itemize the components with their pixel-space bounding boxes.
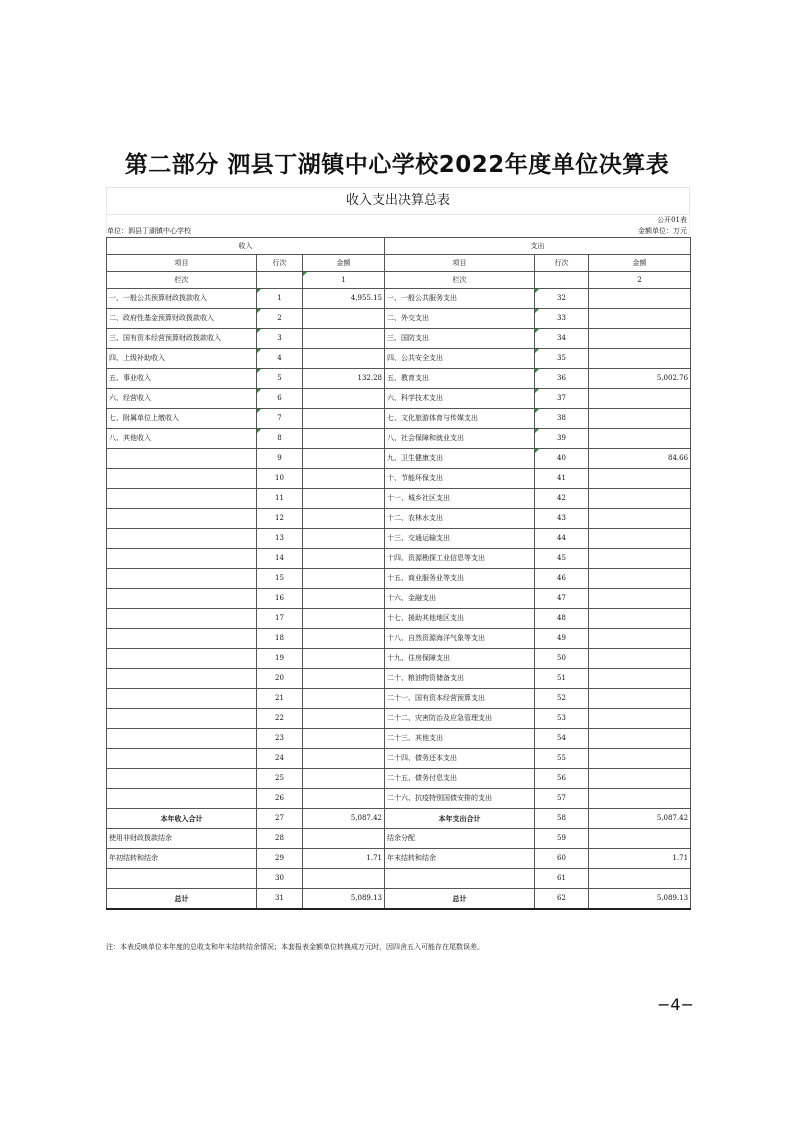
expense-item-cell: 十四、资源勘探工业信息等支出: [385, 549, 535, 569]
expense-item-cell: 十一、城乡社区支出: [385, 489, 535, 509]
expense-amount-cell: [589, 589, 691, 609]
expense-row-number-cell: 53: [535, 709, 589, 729]
income-amount-cell: [303, 449, 385, 469]
income-amount-cell: [303, 789, 385, 809]
income-amount-cell: [303, 769, 385, 789]
income-amount-cell: [303, 409, 385, 429]
expense-amount-cell: [589, 789, 691, 809]
table-row: [107, 709, 691, 729]
income-row-number-cell: 20: [257, 669, 303, 689]
income-lanci-label: 栏次: [107, 272, 257, 289]
table-row: [107, 449, 691, 469]
form-code-row: [106, 215, 690, 226]
income-row-number-cell: 26: [257, 789, 303, 809]
expense-amount-cell: 5,002.76: [589, 369, 691, 389]
expense-amount-cell: [589, 669, 691, 689]
footnote: 注：本表反映单位本年度的总收支和年末结转结余情况；本套报表金额单位转换成万元时，因四舍五入可能存在尾数误差。: [106, 943, 484, 951]
expense-row-number-cell: 58: [535, 809, 589, 829]
expense-item-cell: 二十二、灾害防治及应急管理支出: [385, 709, 535, 729]
expense-amount-cell: 5,087.42: [589, 809, 691, 829]
section-header-row: [107, 238, 691, 255]
income-amount-cell: [303, 349, 385, 369]
table-row: [107, 629, 691, 649]
expense-row-number-cell: 35: [535, 349, 589, 369]
income-row-number-cell: 1: [257, 289, 303, 309]
income-row-no-header: 行次: [257, 255, 303, 272]
expense-amount-cell: 5,089.13: [589, 889, 691, 910]
table-row: [107, 609, 691, 629]
income-item-cell: [107, 609, 257, 629]
expense-item-cell: 六、科学技术支出: [385, 389, 535, 409]
expense-amount-cell: [589, 429, 691, 449]
income-amount-cell: 5,089.13: [303, 889, 385, 910]
income-amount-cell: [303, 689, 385, 709]
expense-amount-cell: [589, 609, 691, 629]
expense-amount-cell: [589, 729, 691, 749]
page-title: 第二部分 泗县丁湖镇中心学校2022年度单位决算表: [124, 152, 670, 178]
expense-item-cell: 年末结转和结余: [385, 849, 535, 869]
expense-amount-cell: [589, 829, 691, 849]
expense-item-cell: 本年支出合计: [385, 809, 535, 829]
expense-row-number-cell: 52: [535, 689, 589, 709]
expense-item-cell: 二十六、抗疫特别国债安排的支出: [385, 789, 535, 809]
income-amount-cell: [303, 549, 385, 569]
expense-item-cell: 十二、农林水支出: [385, 509, 535, 529]
income-item-cell: 本年收入合计: [107, 809, 257, 829]
income-amount-cell: [303, 489, 385, 509]
expense-item-cell: 十、节能环保支出: [385, 469, 535, 489]
income-item-cell: [107, 529, 257, 549]
table-row: [107, 409, 691, 429]
income-amount-cell: [303, 329, 385, 349]
income-row-number-cell: 10: [257, 469, 303, 489]
income-amount-cell: [303, 309, 385, 329]
income-expense-table: [106, 237, 691, 910]
expense-item-cell: 二十、粮油物资储备支出: [385, 669, 535, 689]
amount-unit: 金额单位：万元: [638, 227, 687, 235]
summary-row: [107, 829, 691, 849]
income-row-number-cell: 24: [257, 749, 303, 769]
table-row: [107, 749, 691, 769]
expense-item-cell: 二、外交支出: [385, 309, 535, 329]
expense-row-number-cell: 44: [535, 529, 589, 549]
expense-item-cell: 总计: [385, 889, 535, 910]
income-row-number-cell: 9: [257, 449, 303, 469]
income-header: 收入: [107, 238, 385, 255]
income-amount-cell: [303, 569, 385, 589]
income-item-cell: 使用非财政拨款结余: [107, 829, 257, 849]
expense-row-number-cell: 54: [535, 729, 589, 749]
income-amount-cell: [303, 649, 385, 669]
income-row-number-cell: 23: [257, 729, 303, 749]
income-amount-cell: [303, 529, 385, 549]
page-number: −4−: [657, 995, 694, 1014]
table-row: [107, 509, 691, 529]
income-row-number-cell: 17: [257, 609, 303, 629]
expense-amount-cell: [589, 309, 691, 329]
income-item-cell: 七、附属单位上缴收入: [107, 409, 257, 429]
income-row-number-cell: 29: [257, 849, 303, 869]
expense-row-number-cell: 33: [535, 309, 589, 329]
expense-row-number-cell: 60: [535, 849, 589, 869]
expense-amount-header: 金额: [589, 255, 691, 272]
form-code: 公开01表: [657, 216, 687, 224]
income-amount-cell: [303, 589, 385, 609]
summary-row: [107, 889, 691, 910]
expense-header: 支出: [385, 238, 691, 255]
expense-row-number-cell: 55: [535, 749, 589, 769]
sheet-title: 收入支出决算总表: [106, 187, 690, 215]
table-row: [107, 349, 691, 369]
expense-row-number-cell: 48: [535, 609, 589, 629]
income-item-cell: [107, 569, 257, 589]
income-amount-cell: [303, 749, 385, 769]
expense-item-cell: 十三、交通运输支出: [385, 529, 535, 549]
expense-row-number-cell: 39: [535, 429, 589, 449]
table-row: [107, 669, 691, 689]
income-item-cell: 二、政府性基金预算财政拨款收入: [107, 309, 257, 329]
income-item-cell: [107, 469, 257, 489]
income-row-number-cell: 12: [257, 509, 303, 529]
expense-item-cell: 十五、商业服务业等支出: [385, 569, 535, 589]
table-row: [107, 689, 691, 709]
expense-amount-cell: [589, 409, 691, 429]
expense-amount-cell: [589, 629, 691, 649]
income-row-number-cell: 18: [257, 629, 303, 649]
expense-amount-cell: [589, 529, 691, 549]
expense-row-number-cell: 34: [535, 329, 589, 349]
table-row: [107, 789, 691, 809]
income-item-cell: 总计: [107, 889, 257, 910]
income-row-number-cell: 21: [257, 689, 303, 709]
income-row-number-cell: 15: [257, 569, 303, 589]
expense-amount-cell: [589, 869, 691, 889]
income-item-cell: [107, 869, 257, 889]
income-item-cell: 年初结转和结余: [107, 849, 257, 869]
expense-row-number-cell: 38: [535, 409, 589, 429]
table-row: [107, 589, 691, 609]
expense-item-cell: 二十三、其他支出: [385, 729, 535, 749]
expense-item-cell: 七、文化旅游体育与传媒支出: [385, 409, 535, 429]
income-row-number-cell: 31: [257, 889, 303, 910]
expense-amount-cell: 84.66: [589, 449, 691, 469]
expense-amount-cell: [589, 349, 691, 369]
expense-row-number-cell: 46: [535, 569, 589, 589]
income-row-number-cell: 22: [257, 709, 303, 729]
expense-amount-cell: [589, 709, 691, 729]
income-item-cell: [107, 649, 257, 669]
expense-amount-cell: [589, 689, 691, 709]
income-item-cell: [107, 629, 257, 649]
expense-item-cell: 二十一、国有资本经营预算支出: [385, 689, 535, 709]
expense-amount-cell: [589, 489, 691, 509]
income-row-number-cell: 11: [257, 489, 303, 509]
income-row-number-cell: 8: [257, 429, 303, 449]
income-item-cell: [107, 749, 257, 769]
expense-row-number-cell: 59: [535, 829, 589, 849]
table-row: [107, 429, 691, 449]
income-amount-cell: 5,087.42: [303, 809, 385, 829]
expense-column-number: 2: [589, 272, 691, 289]
expense-row-number-cell: 40: [535, 449, 589, 469]
income-amount-cell: [303, 669, 385, 689]
expense-item-cell: 十七、援助其他地区支出: [385, 609, 535, 629]
income-row-number-cell: 30: [257, 869, 303, 889]
income-lanci-empty: [257, 272, 303, 289]
income-amount-cell: [303, 629, 385, 649]
income-row-number-cell: 19: [257, 649, 303, 669]
income-row-number-cell: 3: [257, 329, 303, 349]
income-amount-cell: [303, 709, 385, 729]
income-item-cell: [107, 449, 257, 469]
income-column-number: 1: [303, 272, 385, 289]
income-item-cell: [107, 729, 257, 749]
expense-amount-cell: [589, 469, 691, 489]
income-amount-cell: [303, 469, 385, 489]
income-amount-cell: [303, 429, 385, 449]
income-item-header: 项目: [107, 255, 257, 272]
income-row-number-cell: 13: [257, 529, 303, 549]
expense-amount-cell: [589, 389, 691, 409]
expense-lanci-label: 栏次: [385, 272, 535, 289]
expense-row-number-cell: 42: [535, 489, 589, 509]
expense-row-number-cell: 56: [535, 769, 589, 789]
income-row-number-cell: 27: [257, 809, 303, 829]
expense-row-no-header: 行次: [535, 255, 589, 272]
expense-row-number-cell: 57: [535, 789, 589, 809]
expense-item-cell: 八、社会保障和就业支出: [385, 429, 535, 449]
expense-item-header: 项目: [385, 255, 535, 272]
income-item-cell: 五、事业收入: [107, 369, 257, 389]
expense-row-number-cell: 47: [535, 589, 589, 609]
income-amount-cell: [303, 389, 385, 409]
table-row: [107, 309, 691, 329]
expense-amount-cell: [589, 289, 691, 309]
expense-row-number-cell: 45: [535, 549, 589, 569]
expense-item-cell: 十六、金融支出: [385, 589, 535, 609]
expense-row-number-cell: 41: [535, 469, 589, 489]
income-item-cell: [107, 769, 257, 789]
expense-item-cell: 十八、自然资源海洋气象等支出: [385, 629, 535, 649]
income-item-cell: [107, 689, 257, 709]
income-item-cell: [107, 789, 257, 809]
report-sheet: [106, 187, 690, 910]
expense-row-number-cell: 32: [535, 289, 589, 309]
expense-row-number-cell: 62: [535, 889, 589, 910]
expense-item-cell: 二十五、债务付息支出: [385, 769, 535, 789]
income-amount-cell: 1.71: [303, 849, 385, 869]
expense-row-number-cell: 61: [535, 869, 589, 889]
expense-item-cell: 四、公共安全支出: [385, 349, 535, 369]
table-row: [107, 329, 691, 349]
expense-row-number-cell: 51: [535, 669, 589, 689]
income-amount-cell: [303, 869, 385, 889]
income-amount-cell: [303, 729, 385, 749]
expense-amount-cell: [589, 549, 691, 569]
income-row-number-cell: 2: [257, 309, 303, 329]
column-header-row: [107, 255, 691, 272]
expense-row-number-cell: 37: [535, 389, 589, 409]
income-item-cell: 六、经营收入: [107, 389, 257, 409]
summary-row: [107, 809, 691, 829]
income-amount-cell: 4,955.15: [303, 289, 385, 309]
income-item-cell: [107, 589, 257, 609]
unit-row: [106, 226, 690, 237]
table-row: [107, 369, 691, 389]
expense-amount-cell: [589, 329, 691, 349]
expense-amount-cell: [589, 649, 691, 669]
income-amount-cell: [303, 829, 385, 849]
table-row: [107, 729, 691, 749]
table-row: [107, 489, 691, 509]
expense-amount-cell: 1.71: [589, 849, 691, 869]
expense-amount-cell: [589, 749, 691, 769]
expense-amount-cell: [589, 569, 691, 589]
income-row-number-cell: 16: [257, 589, 303, 609]
expense-row-number-cell: 36: [535, 369, 589, 389]
expense-item-cell: 二十四、债务还本支出: [385, 749, 535, 769]
table-row: [107, 649, 691, 669]
income-amount-header: 金额: [303, 255, 385, 272]
table-row: [107, 769, 691, 789]
expense-item-cell: 十九、住房保障支出: [385, 649, 535, 669]
table-row: [107, 289, 691, 309]
expense-row-number-cell: 49: [535, 629, 589, 649]
summary-row: [107, 869, 691, 889]
income-item-cell: [107, 509, 257, 529]
income-item-cell: [107, 669, 257, 689]
income-item-cell: [107, 549, 257, 569]
expense-item-cell: 结余分配: [385, 829, 535, 849]
income-row-number-cell: 25: [257, 769, 303, 789]
expense-amount-cell: [589, 769, 691, 789]
income-row-number-cell: 5: [257, 369, 303, 389]
expense-amount-cell: [589, 509, 691, 529]
income-item-cell: 三、国有资本经营预算财政拨款收入: [107, 329, 257, 349]
income-item-cell: [107, 709, 257, 729]
expense-item-cell: 三、国防支出: [385, 329, 535, 349]
income-item-cell: 一、一般公共预算财政拨款收入: [107, 289, 257, 309]
unit-name: 单位：泗县丁湖镇中心学校: [107, 227, 191, 235]
income-row-number-cell: 7: [257, 409, 303, 429]
table-row: [107, 549, 691, 569]
table-row: [107, 529, 691, 549]
income-row-number-cell: 28: [257, 829, 303, 849]
income-row-number-cell: 14: [257, 549, 303, 569]
income-item-cell: 四、上级补助收入: [107, 349, 257, 369]
income-amount-cell: [303, 509, 385, 529]
expense-item-cell: 一、一般公共服务支出: [385, 289, 535, 309]
income-amount-cell: [303, 609, 385, 629]
income-amount-cell: 132.28: [303, 369, 385, 389]
expense-item-cell: 五、教育支出: [385, 369, 535, 389]
expense-row-number-cell: 50: [535, 649, 589, 669]
table-row: [107, 389, 691, 409]
income-row-number-cell: 6: [257, 389, 303, 409]
expense-item-cell: [385, 869, 535, 889]
income-item-cell: 八、其他收入: [107, 429, 257, 449]
income-row-number-cell: 4: [257, 349, 303, 369]
expense-lanci-empty: [535, 272, 589, 289]
income-item-cell: [107, 489, 257, 509]
table-row: [107, 469, 691, 489]
column-number-row: [107, 272, 691, 289]
table-row: [107, 569, 691, 589]
expense-item-cell: 九、卫生健康支出: [385, 449, 535, 469]
expense-row-number-cell: 43: [535, 509, 589, 529]
summary-row: [107, 849, 691, 869]
